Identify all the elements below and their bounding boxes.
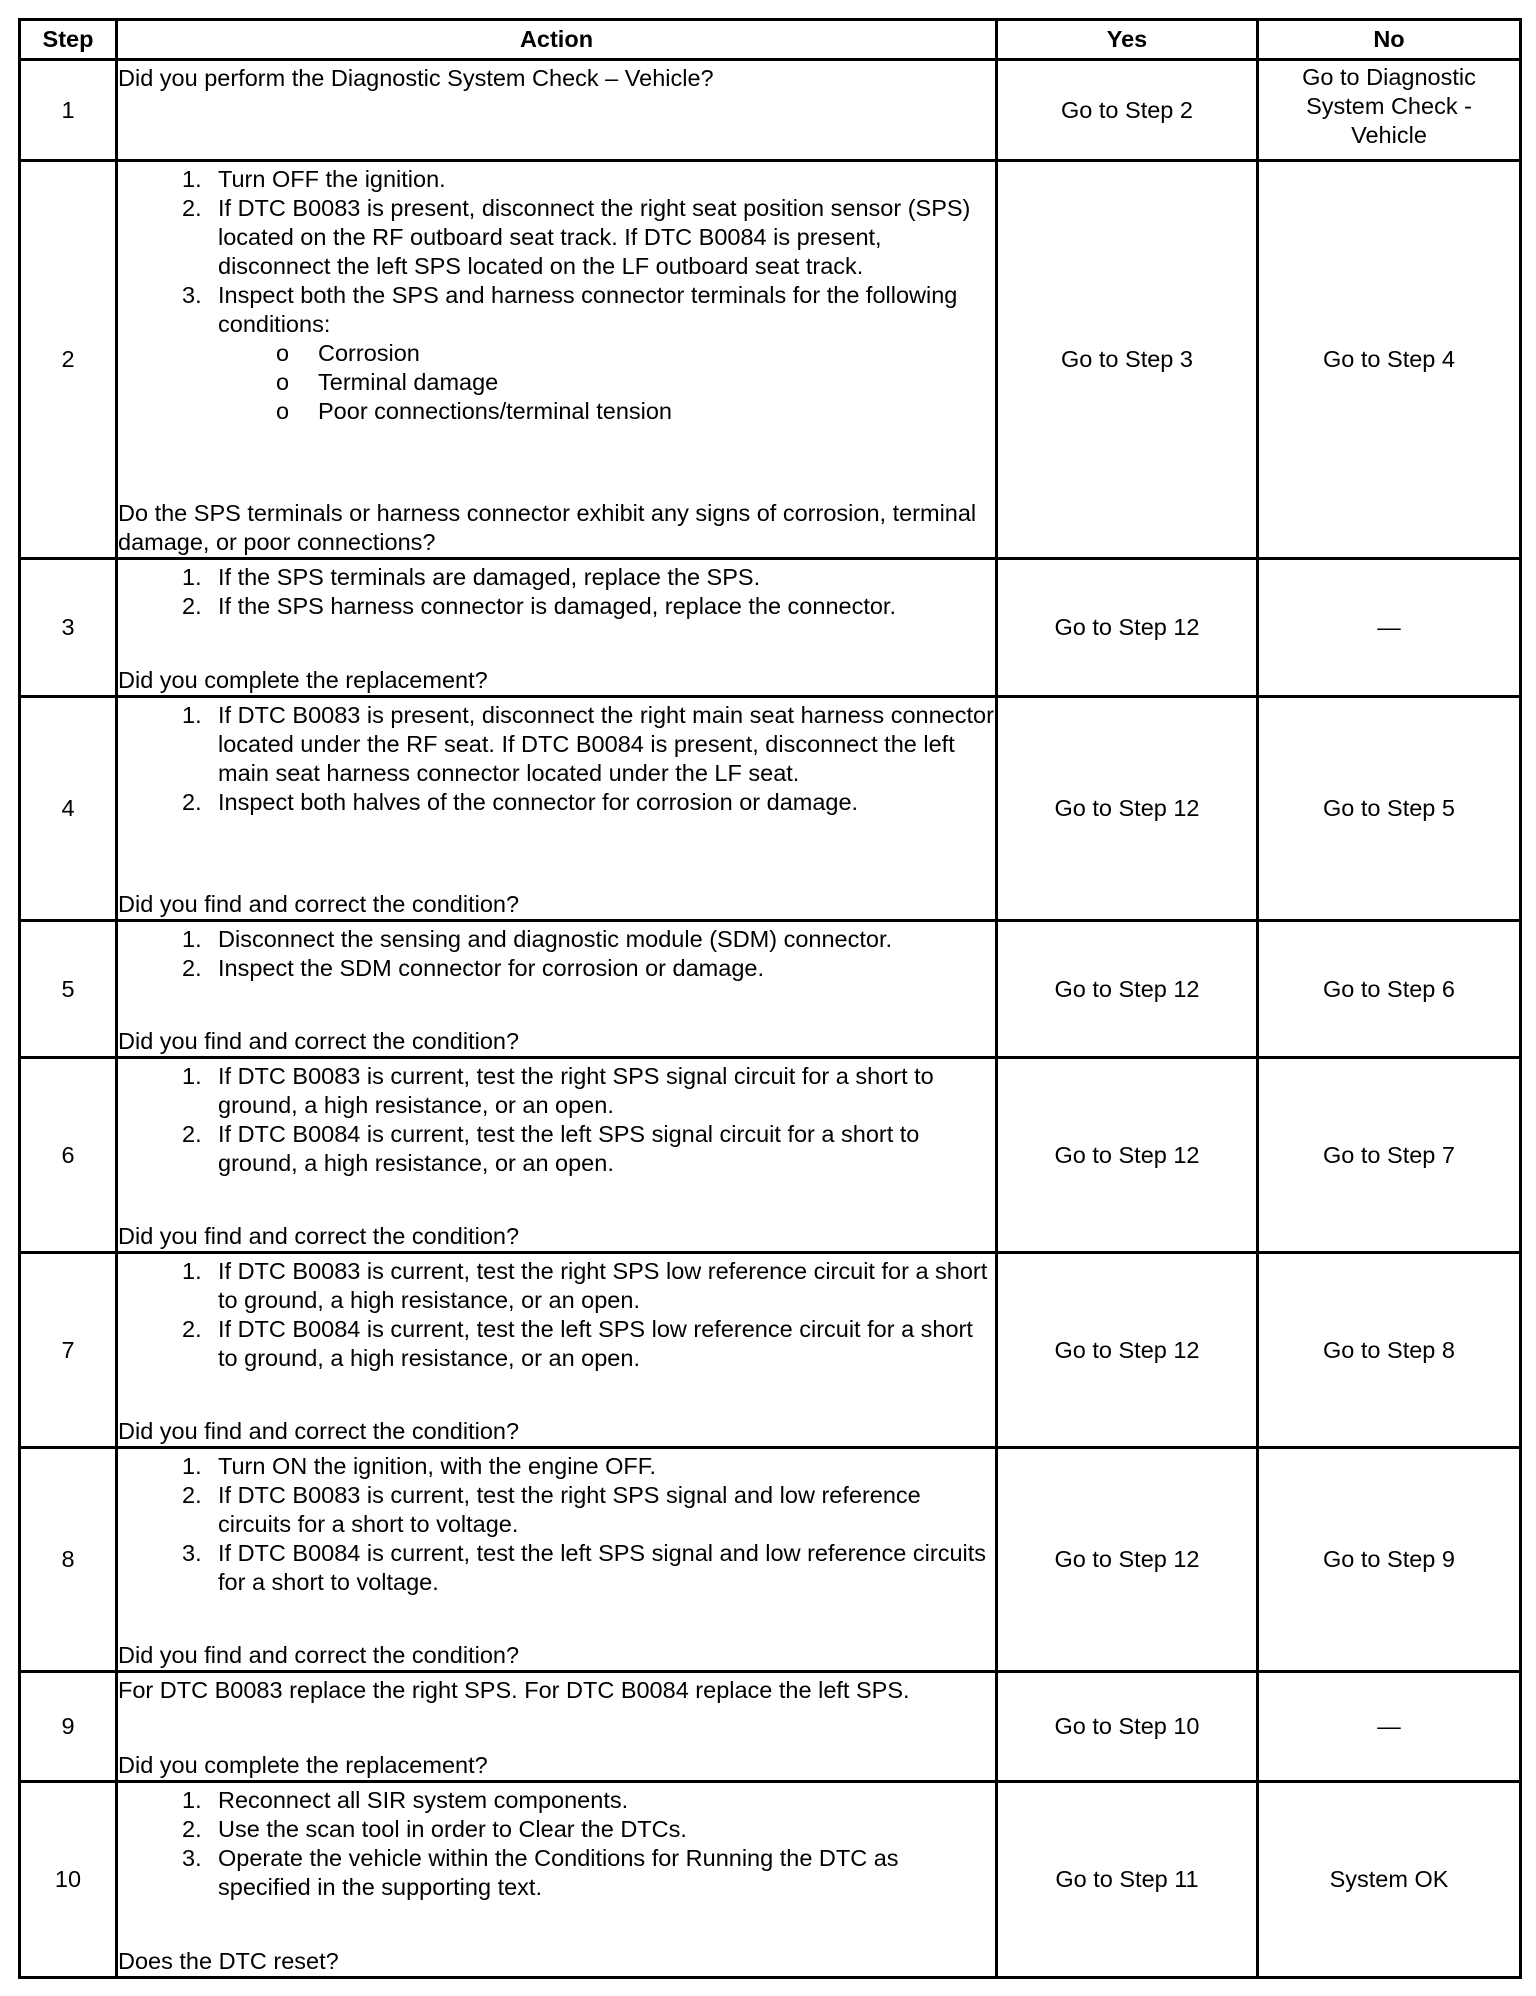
action-question: Did you find and correct the condition?: [118, 891, 520, 917]
sub-list-item: o Corrosion: [276, 340, 420, 366]
list-item: 1. If DTC B0083 is current, test the right SPS low reference circuit for a short to ground, a high resistance, or an open.: [182, 1258, 988, 1313]
yes-cell: Go to Step 11: [997, 1782, 1258, 1978]
step-number: 5: [20, 921, 117, 1058]
action-question: Did you find and correct the condition?: [118, 1418, 520, 1444]
table-row: [20, 1448, 1521, 1672]
step-number: 10: [20, 1782, 117, 1978]
table-row: [20, 161, 1521, 559]
yes-cell: Go to Step 10: [997, 1672, 1258, 1782]
no-cell: —: [1258, 1672, 1521, 1782]
action-cell: [117, 60, 997, 161]
action-question: Does the DTC reset?: [118, 1948, 339, 1974]
yes-cell: Go to Step 12: [997, 559, 1258, 697]
header-yes: Yes: [997, 20, 1258, 60]
list-item: 2. If the SPS harness connector is damaged, replace the connector.: [182, 593, 896, 619]
yes-cell: Go to Step 2: [997, 60, 1258, 161]
yes-cell: Go to Step 12: [997, 697, 1258, 921]
sub-list-item: o Terminal damage: [276, 369, 499, 395]
action-question: Did you complete the replacement?: [118, 1752, 488, 1778]
step-number: 8: [20, 1448, 117, 1672]
no-text: Go to Diagnostic System Check - Vehicle: [1302, 64, 1476, 148]
yes-cell: Go to Step 3: [997, 161, 1258, 559]
diagnostic-table: [18, 18, 1522, 1979]
list-item: 2. If DTC B0083 is current, test the right SPS signal and low reference circuits for a short to voltage.: [182, 1482, 921, 1537]
no-cell: [1258, 60, 1521, 161]
action-question: Did you find and correct the condition?: [118, 1223, 520, 1249]
step-number: 4: [20, 697, 117, 921]
action-cell: [117, 1448, 997, 1672]
action-question: Did you find and correct the condition?: [118, 1028, 520, 1054]
no-cell: System OK: [1258, 1782, 1521, 1978]
action-cell: [117, 1782, 997, 1978]
list-item: 2. If DTC B0084 is current, test the left SPS low reference circuit for a short to ground, a high resistance, or an open.: [182, 1316, 973, 1371]
action-cell: [117, 161, 997, 559]
header-row: [20, 20, 1521, 60]
action-cell: [117, 697, 997, 921]
list-item: 1. Reconnect all SIR system components.: [182, 1787, 629, 1813]
list-item: 1. Turn OFF the ignition.: [182, 166, 446, 192]
sub-list-item: o Poor connections/terminal tension: [276, 398, 673, 424]
step-number: 3: [20, 559, 117, 697]
no-cell: Go to Step 8: [1258, 1253, 1521, 1448]
step-number: 1: [20, 60, 117, 161]
list-item: 1. If DTC B0083 is current, test the right SPS signal circuit for a short to ground, a high resistance, or an open.: [182, 1063, 934, 1118]
no-cell: Go to Step 5: [1258, 697, 1521, 921]
yes-cell: Go to Step 12: [997, 921, 1258, 1058]
yes-cell: Go to Step 12: [997, 1448, 1258, 1672]
table-row: [20, 1782, 1521, 1978]
no-cell: Go to Step 9: [1258, 1448, 1521, 1672]
table-row: [20, 559, 1521, 697]
yes-cell: Go to Step 12: [997, 1058, 1258, 1253]
list-item: 2. Inspect the SDM connector for corrosion or damage.: [182, 955, 764, 981]
action-cell: [117, 1253, 997, 1448]
table-row: [20, 1672, 1521, 1782]
action-cell: [117, 1058, 997, 1253]
list-item: 1. Turn ON the ignition, with the engine OFF.: [182, 1453, 657, 1479]
no-cell: Go to Step 7: [1258, 1058, 1521, 1253]
table-row: [20, 60, 1521, 161]
step-number: 9: [20, 1672, 117, 1782]
yes-cell: Go to Step 12: [997, 1253, 1258, 1448]
action-cell: [117, 559, 997, 697]
table-row: [20, 1253, 1521, 1448]
list-item: 2. If DTC B0083 is present, disconnect the right seat position sensor (SPS) located on the RF outboard seat track. If DTC B0084 is present, disconnect the left SPS located on the LF outboard seat track.: [182, 195, 971, 279]
list-item: 2. Inspect both halves of the connector for corrosion or damage.: [182, 789, 859, 815]
no-cell: Go to Step 4: [1258, 161, 1521, 559]
list-item: 2. If DTC B0084 is current, test the left SPS signal circuit for a short to ground, a high resistance, or an open.: [182, 1121, 920, 1176]
header-no: No: [1258, 20, 1521, 60]
header-step: Step: [20, 20, 117, 60]
list-item: 1. If the SPS terminals are damaged, replace the SPS.: [182, 564, 761, 590]
action-question: Do the SPS terminals or harness connector exhibit any signs of corrosion, terminal damage, or poor connections?: [118, 500, 977, 555]
list-item: 3. If DTC B0084 is current, test the left SPS signal and low reference circuits for a short to voltage.: [182, 1540, 987, 1595]
action-cell: [117, 1672, 997, 1782]
no-cell: —: [1258, 559, 1521, 697]
header-action: Action: [117, 20, 997, 60]
action-question: Did you complete the replacement?: [118, 667, 488, 693]
list-item: 3. Operate the vehicle within the Conditions for Running the DTC as specified in the supporting text.: [182, 1845, 899, 1900]
table-row: [20, 1058, 1521, 1253]
step-number: 6: [20, 1058, 117, 1253]
table-row: [20, 921, 1521, 1058]
no-cell: Go to Step 6: [1258, 921, 1521, 1058]
action-intro: Did you perform the Diagnostic System Check – Vehicle?: [118, 65, 714, 91]
action-question: Did you find and correct the condition?: [118, 1642, 520, 1668]
list-item: 3. Inspect both the SPS and harness connector terminals for the following conditions:: [182, 282, 958, 337]
list-item: 2. Use the scan tool in order to Clear the DTCs.: [182, 1816, 687, 1842]
step-number: 2: [20, 161, 117, 559]
table-row: [20, 697, 1521, 921]
action-intro: For DTC B0083 replace the right SPS. For DTC B0084 replace the left SPS.: [118, 1677, 910, 1703]
list-item: 1. If DTC B0083 is present, disconnect the right main seat harness connector located under the RF seat. If DTC B0084 is present, disconnect the left main seat harness connector located under the LF seat.: [182, 702, 994, 786]
action-cell: [117, 921, 997, 1058]
list-item: 1. Disconnect the sensing and diagnostic module (SDM) connector.: [182, 926, 893, 952]
step-number: 7: [20, 1253, 117, 1448]
